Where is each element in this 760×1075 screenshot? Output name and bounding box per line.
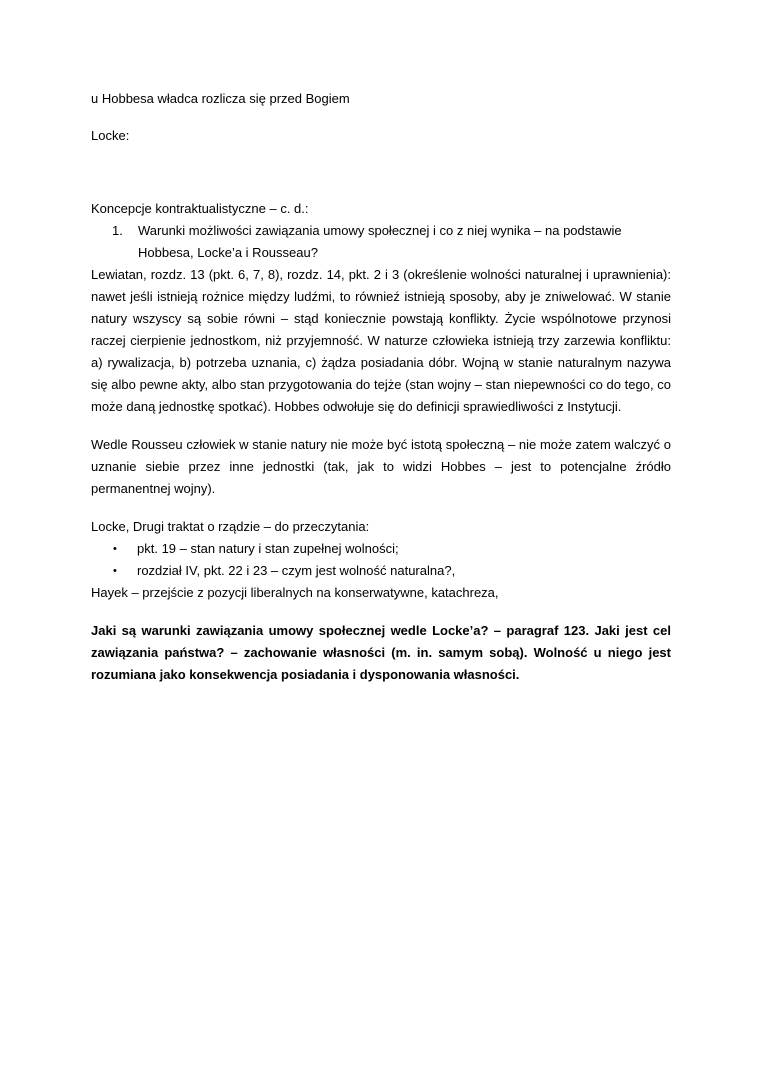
list-item <box>91 560 671 582</box>
line-locke-treatise: Locke, Drugi traktat o rządzie – do przeczytania: <box>91 519 370 534</box>
list-number: 1. <box>112 223 123 238</box>
paragraph-bold-conclusion: Jaki są warunki zawiązania umowy społecznej wedle Locke’a? – paragraf 123. Jaki jest cel zawiązania państwa? – zachowanie własności (m. in. samym sobą). Wolność u niego jest rozumiana jako konsekwencja posiadania i dysponowania własności. <box>91 623 671 682</box>
bullet-icon: • <box>113 543 117 555</box>
list-item-text: Warunki możliwości zawiązania umowy społecznej i co z niej wynika – na podstawie Hobbesa, Locke’a i Rousseau? <box>138 223 622 260</box>
list-item-text: pkt. 19 – stan natury i stan zupełnej wolności; <box>137 541 399 556</box>
paragraph-rousseau: Wedle Rousseu człowiek w stanie natury nie może być istotą społeczną – nie może zatem walczyć o uznanie siebie przez inne jednostki (tak, jak to widzi Hobbes – jest to potencjalne źródło permanentnej wojny). <box>91 437 671 496</box>
list-item-text: rozdział IV, pkt. 22 i 23 – czym jest wolność naturalna?, <box>137 563 456 578</box>
numbered-list <box>91 220 671 264</box>
numbered-list-item <box>91 220 671 264</box>
line-locke: Locke: <box>91 128 130 143</box>
paragraph-leviathan: Lewiatan, rozdz. 13 (pkt. 6, 7, 8), rozdz. 14, pkt. 2 i 3 (określenie wolności naturalnej i uprawnienia): nawet jeśli istnieją rożnice między ludźmi, to równieź istnieją sposoby, aby je zniwelować. W stanie natury wszyscy są sobie równi – stąd koniecznie powstają konflikty. Życie wspólnotowe przynosi raczej cierpienie jednostkom, niż przyjemność. W naturze człowieka istnieją trzy zarzewia konfliktu: a) rywalizacja, b) potrzeba uznania, c) żądza posiadania dóbr. Wojną w stanie naturalnym nazywa się albo pewne akty, albo stan przygotowania do tejże (stan wojny – stan niepewności co do tego, co może daną jednostkę spotkać). Hobbes odwołuje się do definicji sprawiedliwości z Instytucji. <box>91 267 671 414</box>
list-item <box>91 538 671 560</box>
line-hayek: Hayek – przejście z pozycji liberalnych na konserwatywne, katachreza, <box>91 585 499 600</box>
document-body <box>91 88 671 686</box>
bullet-list <box>91 538 671 582</box>
bullet-icon: • <box>113 565 117 577</box>
heading-concepts: Koncepcje kontraktualistyczne – c. d.: <box>91 201 309 216</box>
line-hobbes-ruler: u Hobbesa władca rozlicza się przed Bogiem <box>91 91 350 106</box>
